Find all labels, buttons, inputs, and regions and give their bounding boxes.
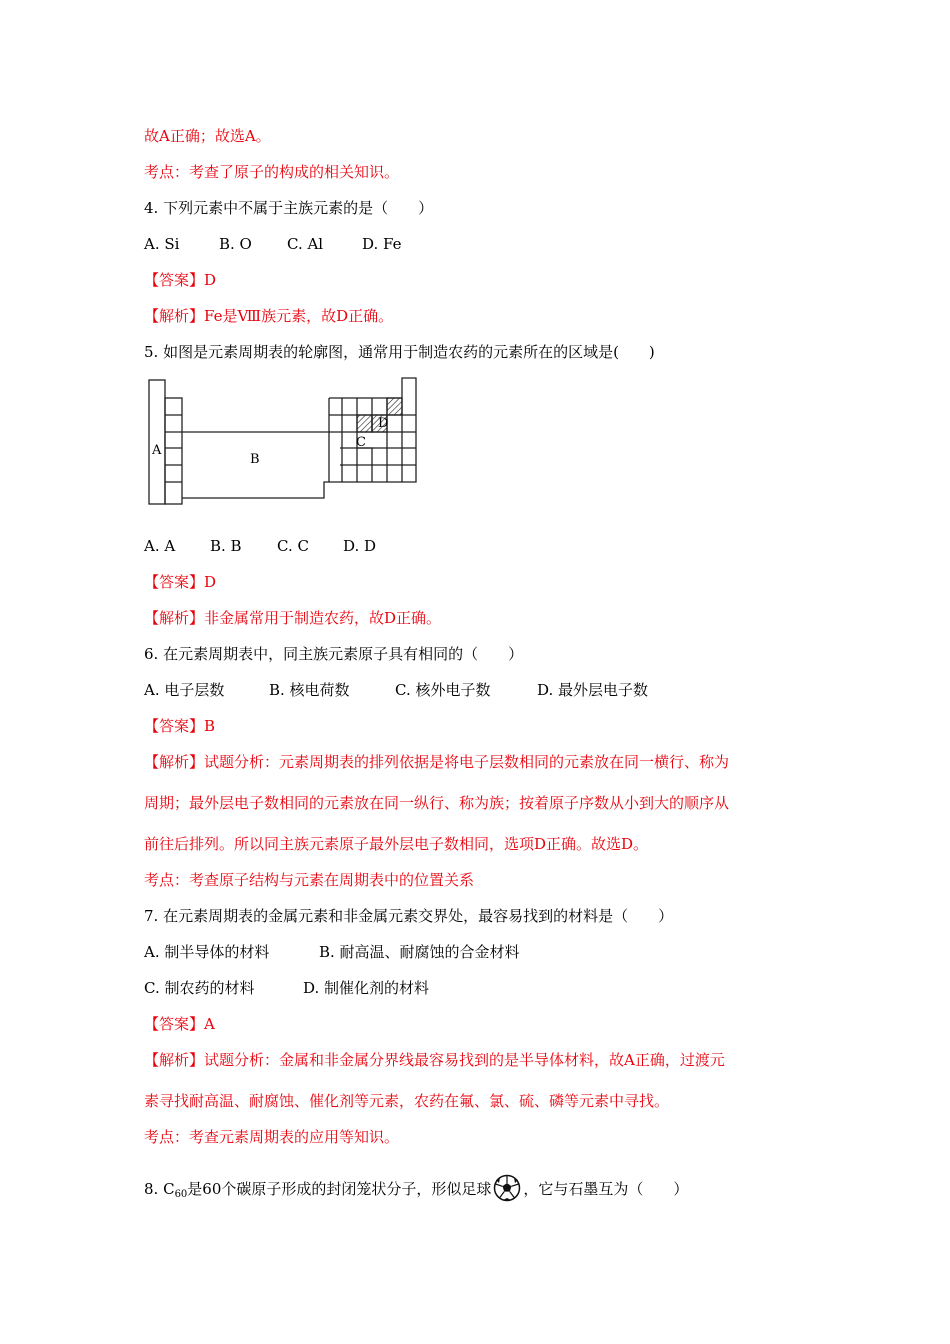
- q4-stem: 4. 下列元素中不属于主族元素的是（ ）: [144, 199, 434, 217]
- q6-analysis-1: 【解析】试题分析：元素周期表的排列依据是将电子层数相同的元素放在同一横行、称为: [144, 753, 730, 771]
- q7-options-row2: [144, 978, 429, 998]
- q7-option-a: A. 制半导体的材料: [144, 943, 270, 961]
- periodic-table-outline-figure: [144, 376, 424, 508]
- q4-option-a: A. Si: [144, 235, 180, 253]
- q6-stem: 6. 在元素周期表中，同主族元素原子具有相同的（ ）: [144, 645, 524, 663]
- q8-stem: [144, 1174, 688, 1205]
- q5-answer: 【答案】D: [144, 573, 217, 591]
- q7-analysis-2: 素寻找耐高温、耐腐蚀、催化剂等元素，农药在氟、氯、硫、磷等元素中寻找。: [144, 1092, 670, 1110]
- q8-stem-start: 8. C: [144, 1180, 175, 1198]
- q7-stem: 7. 在元素周期表的金属元素和非金属元素交界处，最容易找到的材料是（ ）: [144, 907, 674, 925]
- soccer-ball-icon: [493, 1174, 521, 1202]
- q6-analysis-2: 周期；最外层电子数相同的元素放在同一纵行、称为族；按着原子序数从小到大的顺序从: [144, 794, 730, 812]
- q6-analysis-3: 前往后排列。所以同主族元素原子最外层电子数相同，选项D正确。故选D。: [144, 835, 649, 853]
- q6-kaodian: 考点：考查原子结构与元素在周期表中的位置关系: [144, 871, 475, 889]
- q4-option-b: B. O: [219, 235, 252, 253]
- q8-stem-mid: 是60个碳原子形成的封闭笼状分子，形似足球: [187, 1180, 492, 1198]
- region-label-c: C: [356, 435, 366, 450]
- q7-option-c: C. 制农药的材料: [144, 979, 255, 997]
- q4-option-d: D. Fe: [362, 235, 402, 253]
- region-label-b: B: [250, 452, 260, 467]
- q5-option-c: C. C: [277, 537, 309, 555]
- q4-answer: 【答案】D: [144, 271, 217, 289]
- q7-analysis-1: 【解析】试题分析：金属和非金属分界线最容易找到的是半导体材料，故A正确，过渡元: [144, 1051, 725, 1069]
- q5-analysis: 【解析】非金属常用于制造农药，故D正确。: [144, 609, 442, 627]
- q6-option-a: A. 电子层数: [144, 681, 225, 699]
- q8-stem-end: ，它与石墨互为（ ）: [523, 1180, 689, 1198]
- q5-option-a: A. A: [144, 537, 176, 555]
- region-label-a: A: [152, 443, 162, 458]
- q6-option-d: D. 最外层电子数: [537, 681, 649, 699]
- q7-kaodian: 考点：考查元素周期表的应用等知识。: [144, 1128, 400, 1146]
- q6-option-c: C. 核外电子数: [395, 681, 491, 699]
- q4-option-c: C. Al: [287, 235, 324, 253]
- prev-kaodian: 考点：考查了原子的构成的相关知识。: [144, 163, 400, 181]
- region-label-d: D: [378, 416, 389, 431]
- q5-option-b: B. B: [210, 537, 242, 555]
- q7-option-b: B. 耐高温、耐腐蚀的合金材料: [319, 943, 520, 961]
- q4-analysis: 【解析】Fe是Ⅷ族元素，故D正确。: [144, 307, 394, 325]
- q6-options: [144, 680, 648, 700]
- q5-options: [144, 536, 376, 556]
- q6-answer: 【答案】B: [144, 717, 216, 735]
- prev-conclusion: 故A正确；故选A。: [144, 127, 271, 145]
- q5-option-d: D. D: [343, 537, 377, 555]
- q7-options-row1: [144, 942, 520, 962]
- q4-options: [144, 234, 402, 254]
- q6-option-b: B. 核电荷数: [269, 681, 350, 699]
- q5-stem: 5. 如图是元素周期表的轮廓图，通常用于制造农药的元素所在的区域是( ): [144, 343, 655, 361]
- q8-subscript: 60: [174, 1189, 188, 1200]
- q7-answer: 【答案】A: [144, 1015, 215, 1033]
- q7-option-d: D. 制催化剂的材料: [303, 979, 430, 997]
